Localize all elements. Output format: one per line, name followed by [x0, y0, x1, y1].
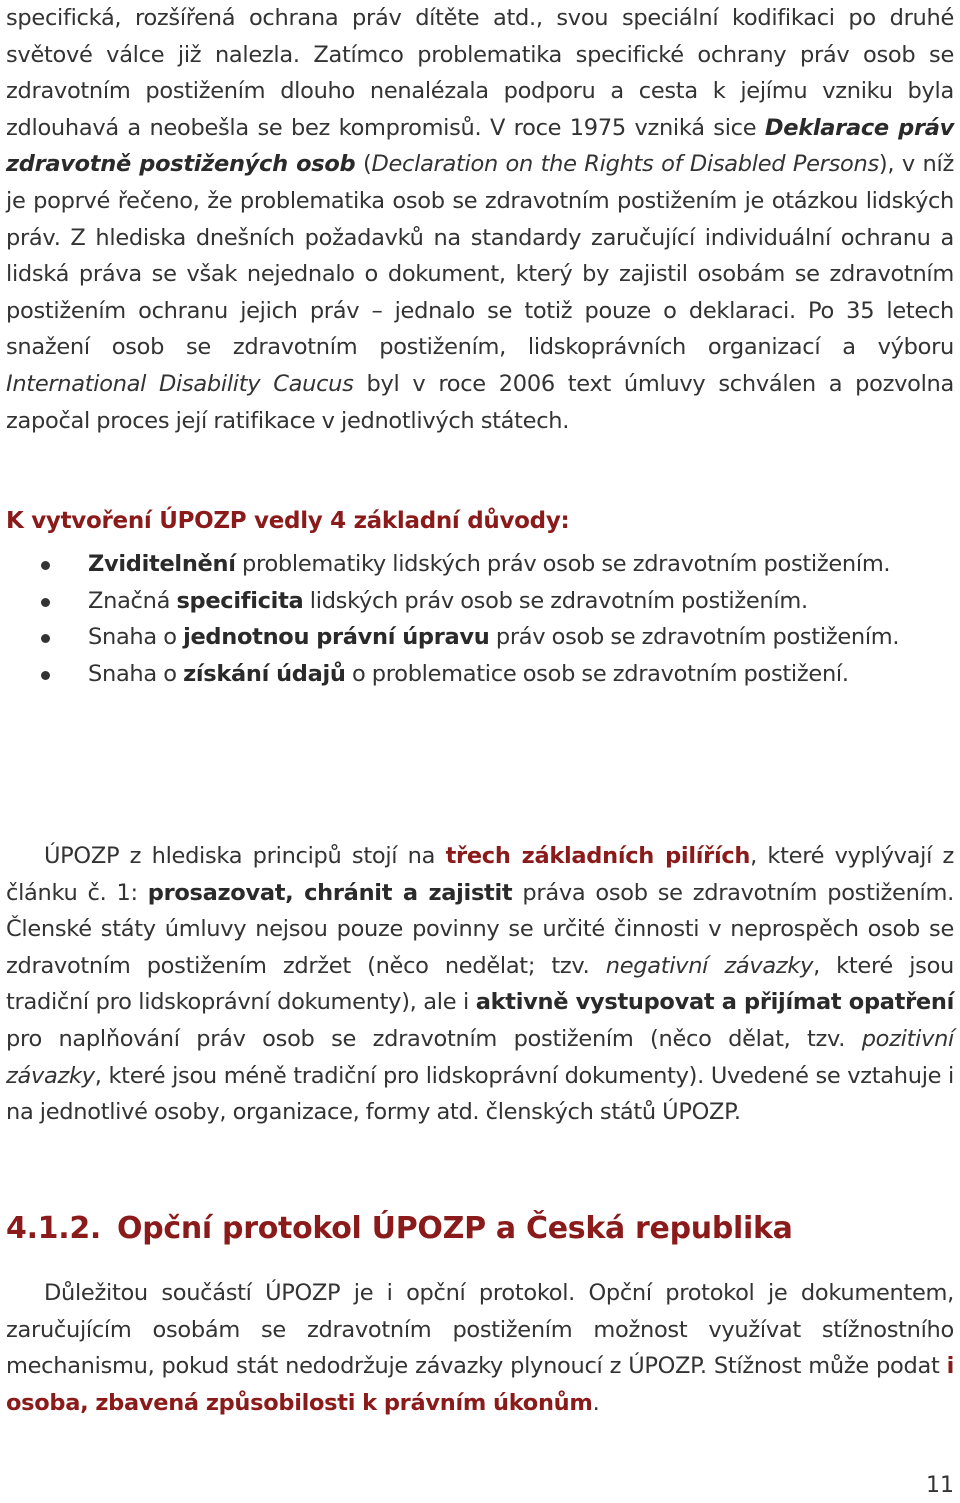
- section-number: 4.1.2.: [6, 1211, 102, 1246]
- bullet-icon: [41, 671, 50, 680]
- text-run: , které jsou méně tradiční pro lidskoprávní dokumenty). Uvedené se vztahuje i na jednotlivé osoby, organizace, formy atd. členských států ÚPOZP.: [6, 1062, 954, 1126]
- text-run: práv osob se zdravotním postižením.: [489, 624, 900, 651]
- emphasis-positive-obligations: pozitivní závazky: [6, 1025, 954, 1089]
- page-number: 11: [926, 1473, 954, 1498]
- text-run: byl v roce 2006 text úmluvy schválen a pozvolna započal proces její ratifikace v jednotlivých státech.: [6, 370, 954, 434]
- text-run: , které jsou tradiční pro lidskoprávní dokumenty), ale i: [6, 952, 954, 1016]
- emphasis-declaration-title: Deklarace práv zdravotně postižených osob: [6, 114, 954, 178]
- reasons-heading: K vytvoření ÚPOZP vedly 4 základní důvody:: [6, 508, 570, 534]
- paragraph-optional-protocol: [6, 1275, 954, 1421]
- reasons-list: [0, 546, 960, 692]
- text-run: (: [355, 151, 372, 178]
- paragraph-principles: [6, 838, 954, 1131]
- emphasis-english-title: Declaration on the Rights of Disabled Persons: [371, 151, 879, 178]
- emphasis-active-measures: aktivně vystupovat a přijímat opatření: [475, 989, 954, 1016]
- text-run: pro naplňování práv osob se zdravotním postižením (něco dělat, tzv.: [6, 1025, 862, 1052]
- text-run: specifická, rozšířená ochrana práv dítěte atd., svou speciální kodifikaci po druhé světové válce již nalezla. Zatímco problematika specifické ochrany práv osob se zdravotním postižením dlouho nenalézala podporu a cesta k jejímu vzniku byla zdlouhavá a neobešla se bez kompromisů. V roce 1975 vzniká sice: [6, 5, 954, 141]
- list-item: [0, 619, 954, 656]
- emphasis-negative-obligations: negativní závazky: [605, 952, 814, 979]
- paragraph-declaration-history: [6, 0, 954, 439]
- text-run: Snaha o: [88, 624, 184, 651]
- section-heading: [6, 1207, 954, 1251]
- text-run: lidských práv osob se zdravotním postižením.: [303, 587, 808, 614]
- bullet-icon: [41, 634, 50, 643]
- emphasis-keyword: jednotnou právní úpravu: [183, 624, 490, 651]
- emphasis-keyword: získání údajů: [183, 660, 346, 687]
- bullet-icon: [41, 598, 50, 607]
- emphasis-incapacitated-person: i osoba, zbavená způsobilosti k právním úkonům: [6, 1353, 954, 1416]
- emphasis-principles: prosazovat, chránit a zajistit: [147, 879, 513, 906]
- list-item: [0, 546, 954, 583]
- text-run: ), v níž je poprvé řečeno, že problematika osob se zdravotním postižením je otázkou lidských práv. Z hlediska dnešních požadavků na standardy zaručující individuální ochranu a lidská práva se však nejednalo o dokument, který by zajistil osobám se zdravotním postižením ochranu jejich práv – jednalo se totiž pouze o deklaraci. Po 35 letech snažení osob se zdravotním postižením, lidskoprávních organizací a výboru: [6, 151, 954, 361]
- text-run: problematiky lidských práv osob se zdravotním postižením.: [235, 551, 891, 577]
- text-run: Značná: [88, 587, 177, 614]
- text-run: o problematice osob se zdravotním postižení.: [345, 660, 849, 687]
- text-run: ÚPOZP z hlediska principů stojí na: [44, 843, 446, 869]
- list-item: [0, 656, 954, 693]
- emphasis-three-pillars: třech základních pilířích: [445, 843, 751, 869]
- emphasis-keyword: Zviditelnění: [88, 551, 236, 577]
- bullet-icon: [41, 561, 50, 570]
- section-title: Opční protokol ÚPOZP a Česká republika: [117, 1211, 793, 1246]
- text-run: Snaha o: [88, 660, 184, 687]
- text-run: práva osob se zdravotním postižením. Členské státy úmluvy nejsou pouze povinny se určité činnosti v neprospěch osob se zdravotním postižením zdržet (něco nedělat; tzv.: [6, 879, 954, 979]
- text-run: .: [592, 1389, 600, 1416]
- text-run: Důležitou součástí ÚPOZP je i opční protokol. Opční protokol je dokumentem, zaručujícím osobám se zdravotním postižením možnost využívat stížnostního mechanismu, pokud stát nedodržuje závazky plynoucí z ÚPOZP. Stížnost může podat: [6, 1280, 954, 1380]
- emphasis-keyword: specificita: [176, 587, 304, 614]
- text-run: , které vyplývají z článku č. 1:: [6, 843, 954, 906]
- emphasis-caucus-name: International Disability Caucus: [6, 370, 354, 397]
- list-item: [0, 583, 954, 620]
